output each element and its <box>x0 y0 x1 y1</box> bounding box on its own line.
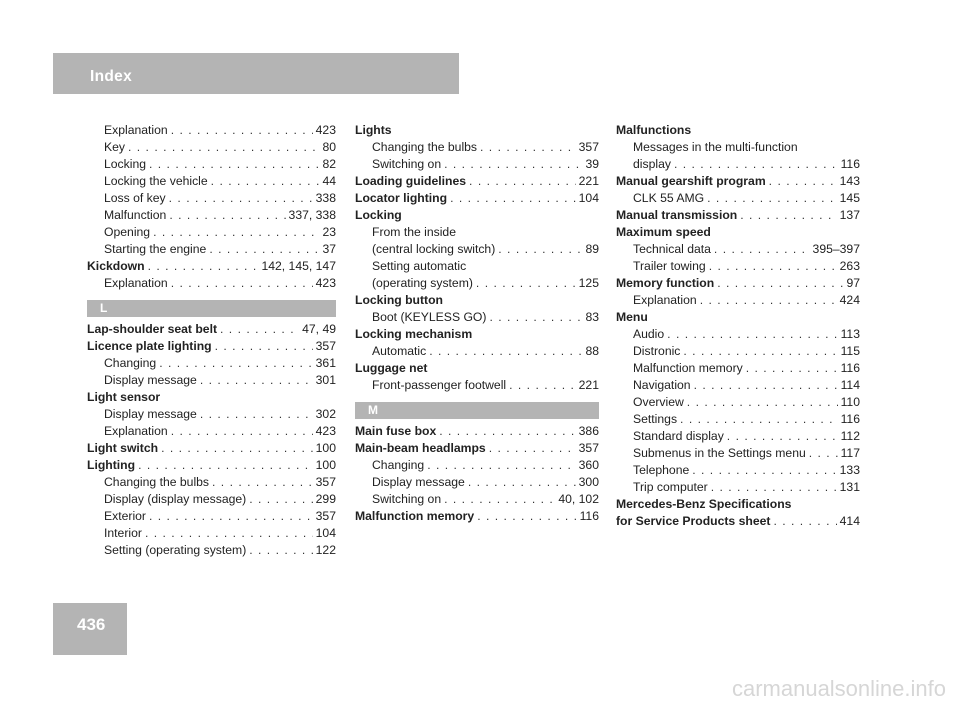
index-entry-malfunction-memory: Malfunction memory . . . 116 <box>355 508 599 525</box>
index-heading-maximum-speed: Maximum speed <box>616 225 711 239</box>
index-subline: Messages in the multi-function <box>633 140 798 154</box>
index-entry: Explanation . . . 424 <box>616 292 860 309</box>
index-entry-memory-function: Memory function . . . 97 <box>616 275 860 292</box>
index-column-2 <box>355 122 599 525</box>
index-heading-luggage-net: Luggage net <box>355 361 428 375</box>
index-entry: Malfunction . . . 337, 338 <box>87 207 336 224</box>
index-entry: Boot (KEYLESS GO) . . . 83 <box>355 309 599 326</box>
index-entry: Front-passenger footwell . . . 221 <box>355 377 599 394</box>
index-entry-manual-transmission: Manual transmission . . . 137 <box>616 207 860 224</box>
index-entry: Switching on . . . 40, 102 <box>355 491 599 508</box>
index-entry: Explanation . . . 423 <box>87 122 336 139</box>
index-entry: display . . . 116 <box>616 156 860 173</box>
index-entry: Interior . . . 104 <box>87 525 336 542</box>
index-entry-manual-gearshift: Manual gearshift program . . . 143 <box>616 173 860 190</box>
index-entry: Submenus in the Settings menu . . . 117 <box>616 445 860 462</box>
index-heading-locking-button: Locking button <box>355 293 444 307</box>
index-entry: Display (display message) . . . 299 <box>87 491 336 508</box>
index-entry: Changing . . . 360 <box>355 457 599 474</box>
index-heading-mercedes-benz-specs: Mercedes-Benz Specifications <box>616 497 792 511</box>
index-entry: Settings . . . 116 <box>616 411 860 428</box>
index-entry-lighting: Lighting . . . 100 <box>87 457 336 474</box>
index-entry: Display message . . . 302 <box>87 406 336 423</box>
index-entry: Standard display . . . 112 <box>616 428 860 445</box>
index-subline: From the inside <box>372 225 456 239</box>
index-entry-kickdown: Kickdown . . . 142, 145, 147 <box>87 258 336 275</box>
index-entry-main-beam: Main-beam headlamps . . . 357 <box>355 440 599 457</box>
index-entry: Explanation . . . 423 <box>87 275 336 292</box>
section-letter-l: L <box>87 300 336 317</box>
index-entry-light-switch: Light switch . . . 100 <box>87 440 336 457</box>
page-number: 436 <box>77 615 106 634</box>
index-entry: Switching on . . . 39 <box>355 156 599 173</box>
index-entry-loading-guidelines: Loading guidelines . . . 221 <box>355 173 599 190</box>
index-entry: Starting the engine . . . 37 <box>87 241 336 258</box>
index-entry: Changing the bulbs . . . 357 <box>87 474 336 491</box>
index-entry: (operating system) . . . 125 <box>355 275 599 292</box>
index-entry: Key . . . 80 <box>87 139 336 156</box>
index-entry: CLK 55 AMG . . . 145 <box>616 190 860 207</box>
index-entry: Exterior . . . 357 <box>87 508 336 525</box>
index-entry-main-fuse-box: Main fuse box . . . 386 <box>355 423 599 440</box>
index-entry: Audio . . . 113 <box>616 326 860 343</box>
index-entry: Changing the bulbs . . . 357 <box>355 139 599 156</box>
index-heading-light-sensor: Light sensor <box>87 390 161 404</box>
index-entry: Trailer towing . . . 263 <box>616 258 860 275</box>
index-entry: Overview . . . 110 <box>616 394 860 411</box>
index-entry: Distronic . . . 115 <box>616 343 860 360</box>
index-entry: Changing . . . 361 <box>87 355 336 372</box>
index-entry: Malfunction memory . . . 116 <box>616 360 860 377</box>
index-column-3 <box>616 122 860 530</box>
index-entry-service-products: for Service Products sheet . . . 414 <box>616 513 860 530</box>
index-entry-licence-plate: Licence plate lighting . . . 357 <box>87 338 336 355</box>
index-entry: Display message . . . 300 <box>355 474 599 491</box>
section-letter-m: M <box>355 402 599 419</box>
index-entry: Loss of key . . . 338 <box>87 190 336 207</box>
index-heading-lights: Lights <box>355 123 392 137</box>
index-heading-menu: Menu <box>616 310 648 324</box>
index-entry: Automatic . . . 88 <box>355 343 599 360</box>
index-heading-locking: Locking <box>355 208 402 222</box>
index-entry: Display message . . . 301 <box>87 372 336 389</box>
index-heading-locking-mechanism: Locking mechanism <box>355 327 473 341</box>
index-subline: Setting automatic <box>372 259 467 273</box>
index-entry: Explanation . . . 423 <box>87 423 336 440</box>
index-entry: (central locking switch) . . . 89 <box>355 241 599 258</box>
index-entry-locator-lighting: Locator lighting . . . 104 <box>355 190 599 207</box>
index-entry: Setting (operating system) . . . 122 <box>87 542 336 559</box>
index-heading-malfunctions: Malfunctions <box>616 123 692 137</box>
index-entry: Technical data . . . 395–397 <box>616 241 860 258</box>
index-entry: Telephone . . . 133 <box>616 462 860 479</box>
watermark: carmanualsonline.info <box>731 676 946 701</box>
index-entry: Locking . . . 82 <box>87 156 336 173</box>
index-entry: Navigation . . . 114 <box>616 377 860 394</box>
index-entry: Opening . . . 23 <box>87 224 336 241</box>
index-entry: Locking the vehicle . . . 44 <box>87 173 336 190</box>
index-entry-lap-shoulder: Lap-shoulder seat belt . . . 47, 49 <box>87 321 336 338</box>
index-column-1 <box>87 122 336 559</box>
page-title: Index <box>90 68 132 85</box>
index-entry: Trip computer . . . 131 <box>616 479 860 496</box>
